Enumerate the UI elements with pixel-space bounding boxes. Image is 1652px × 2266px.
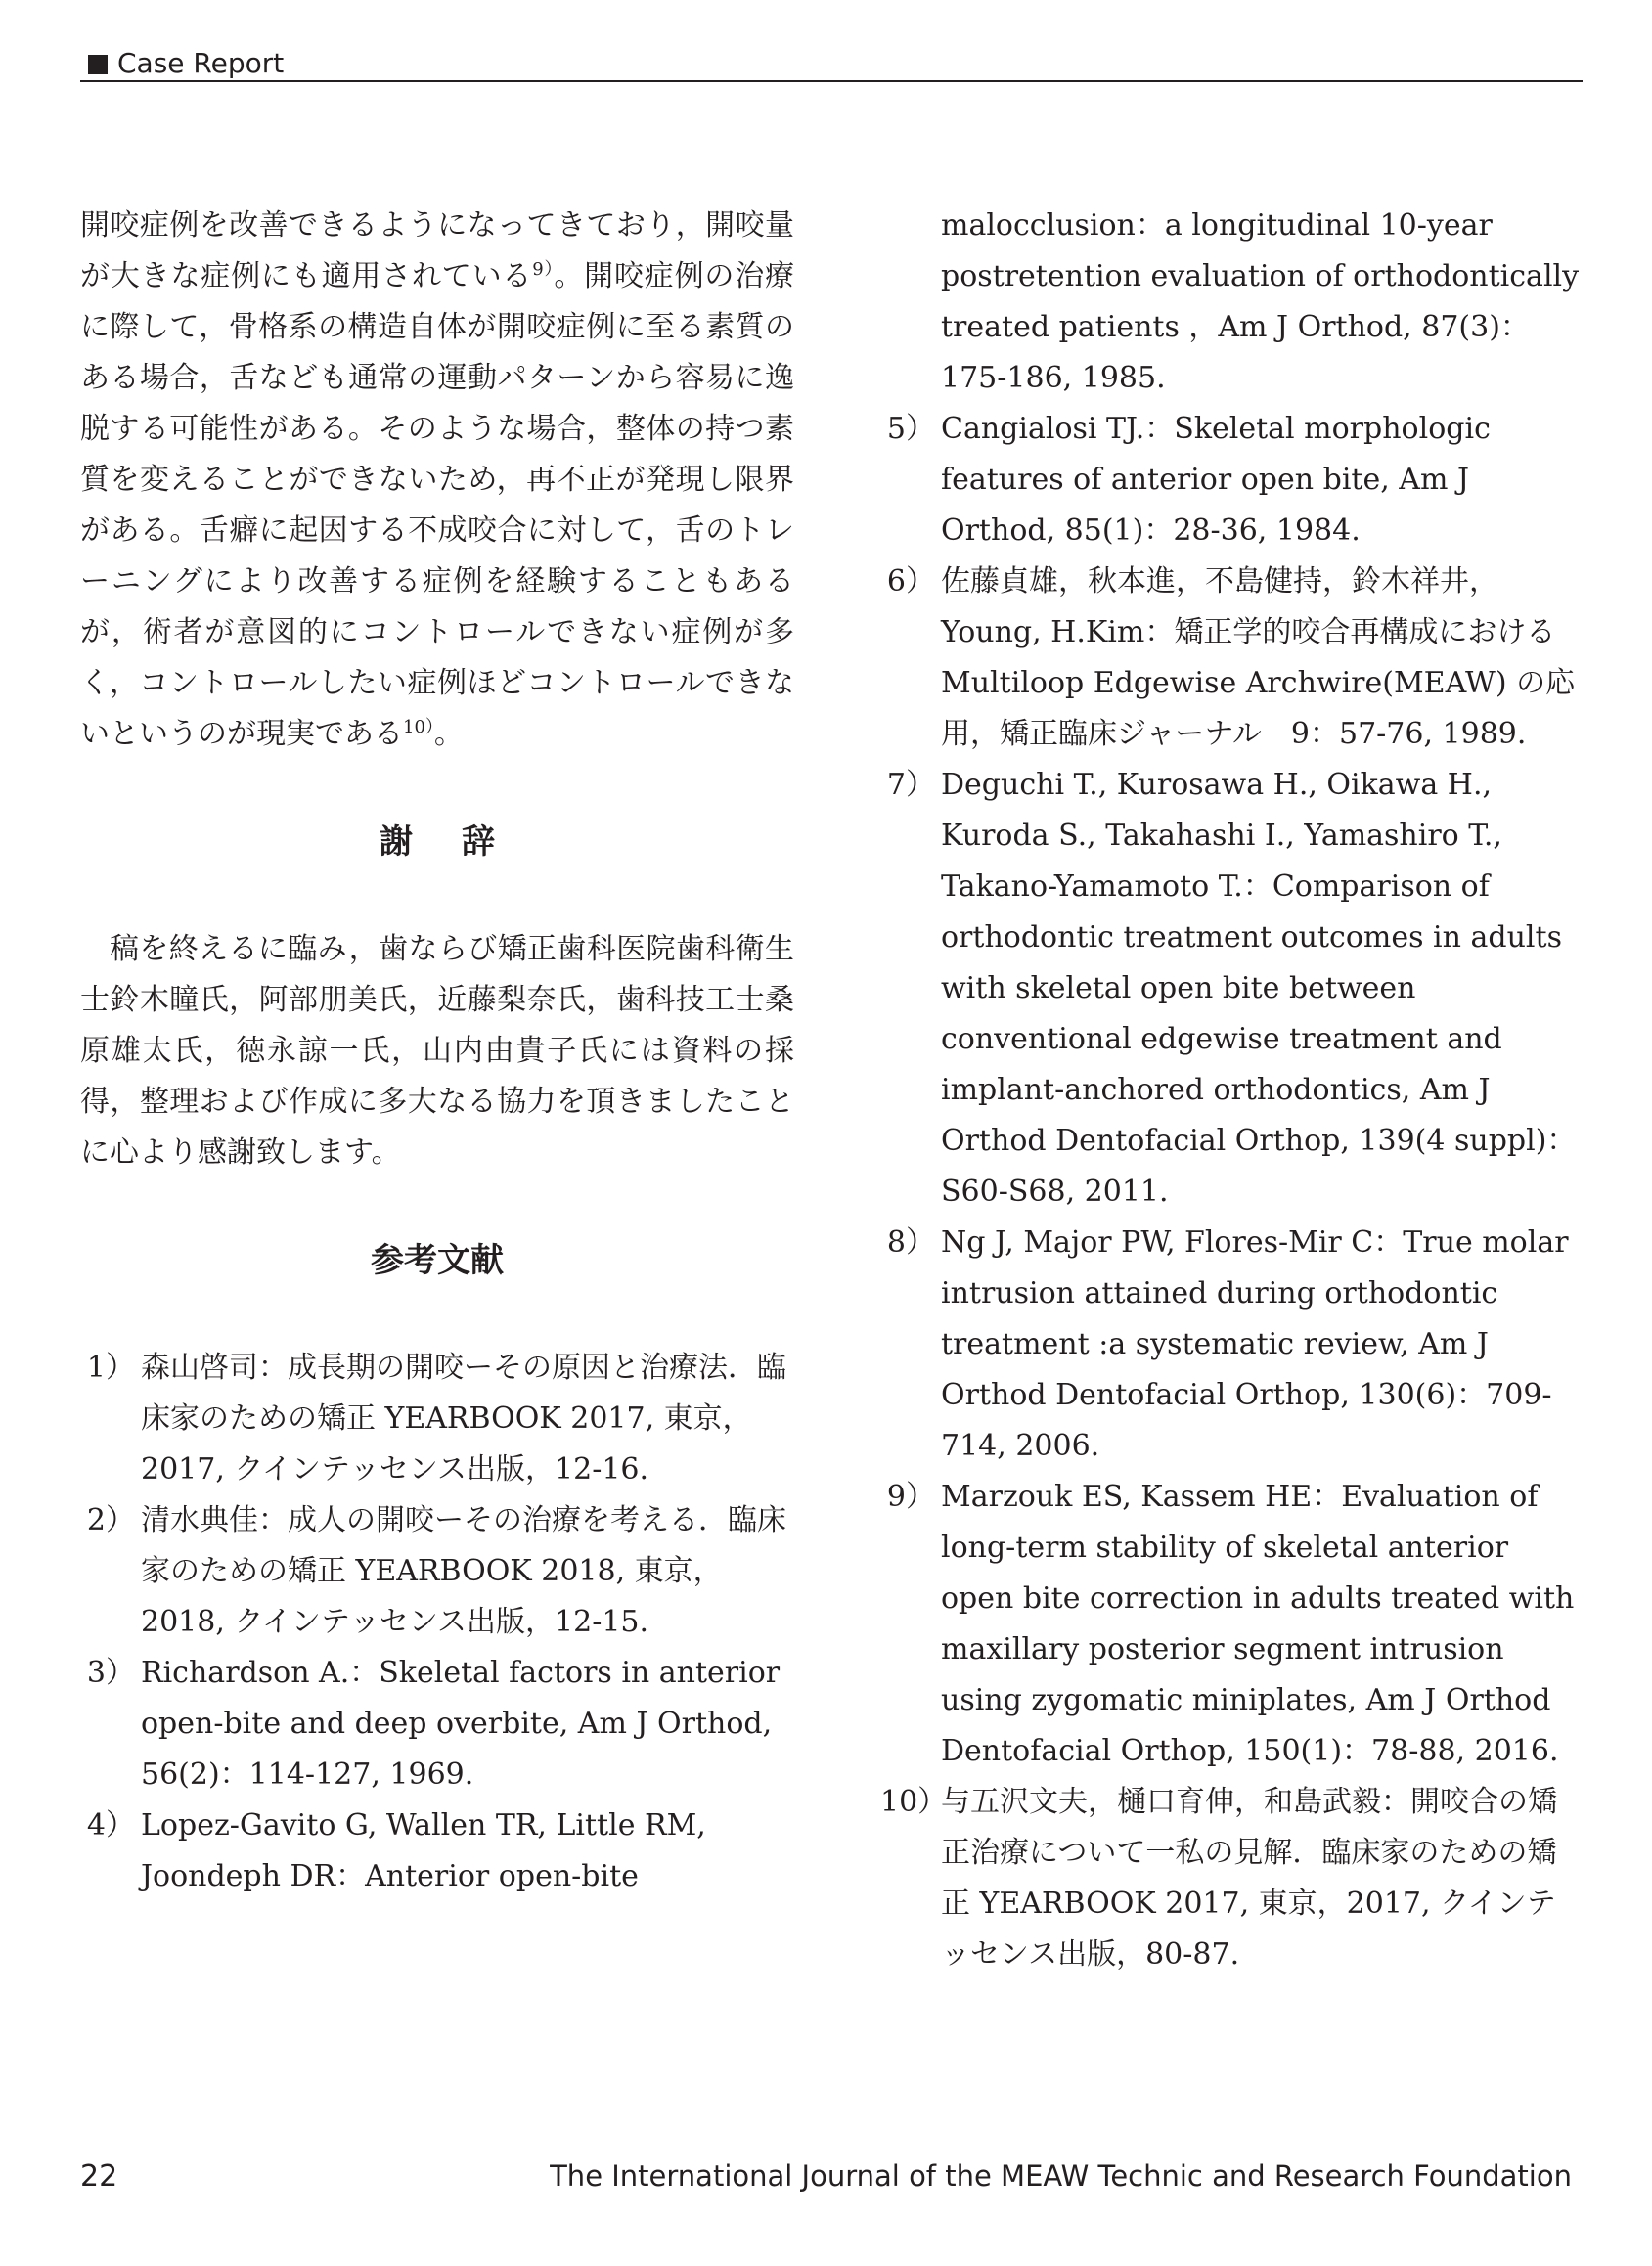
reference-number: 1） xyxy=(86,1351,135,1385)
section-label: Case Report xyxy=(117,47,285,79)
intro-text-end: 。 xyxy=(433,717,464,751)
reference-text: Richardson A.：Skeletal factors in anterior open-bite and deep overbite, Am J Orthod, 56(2)：114-127, 1969. xyxy=(141,1656,781,1792)
reference-text: Ng J, Major PW, Flores-Mir C：True molar intrusion attained during orthodontic treatment :a systematic review, Am J Orthod Dentofacial Orthop, 130(6)：709-714, 2006. xyxy=(941,1225,1569,1463)
reference-number: 9） xyxy=(886,1480,935,1514)
reference-continuation: malocclusion：a longitudinal 10-year postretention evaluation of orthodontically treated patients ，Am J Orthod, 87(3)：175-186, 1985. xyxy=(941,208,1580,395)
reference-text: Lopez-Gavito G, Wallen TR, Little RM, Joondeph DR：Anterior open-bite xyxy=(141,1808,706,1893)
acknowledgment-heading: 謝辞 xyxy=(380,822,544,862)
reference-number: 8） xyxy=(886,1225,935,1260)
reference-number: 6） xyxy=(886,564,935,599)
reference-text: 与五沢文夫，樋口育伸，和島武毅：開咬合の矯正治療について一私の見解．臨床家のための矯正 YEARBOOK 2017, 東京，2017, クインテッセンス出版，80-87. xyxy=(941,1785,1557,1972)
reference-text: 森山啓司：成長期の開咬ーその原因と治療法．臨床家のための矯正 YEARBOOK 2017, 東京，2017, クインテッセンス出版，12-16. xyxy=(141,1351,786,1487)
running-header xyxy=(80,43,1583,82)
reference-text: Deguchi T., Kurosawa H., Oikawa H., Kuroda S., Takahashi I., Yamashiro T., Takano-Yamamoto T.：Comparison of orthodontic treatment outcomes in adults with skeletal open bite between conventional edgewise treatment and implant-anchored orthodontics, Am J Orthod Dentofacial Orthop, 139(4 suppl)：S60-S68, 2011. xyxy=(941,768,1577,1209)
reference-list-left xyxy=(80,1343,794,1902)
reference-item xyxy=(880,1218,1585,1472)
reference-item xyxy=(880,404,1585,556)
reference-number: 5） xyxy=(886,412,935,446)
citation-superscript: 10） xyxy=(403,717,434,737)
intro-paragraph xyxy=(80,200,794,760)
right-column xyxy=(880,200,1585,1980)
reference-number: 2） xyxy=(86,1503,135,1537)
acknowledgment-paragraph: 稿を終えるに臨み，歯ならび矯正歯科医院歯科衛生士鈴木瞳氏，阿部朋美氏，近藤梨奈氏，歯科技工士桑原雄太氏，徳永諒一氏，山内由貴子氏には資料の採得，整理および作成に多大なる協力を頂きましたことに心より感謝致します。 xyxy=(80,932,794,1170)
reference-item xyxy=(80,1800,794,1902)
intro-text-1: 開咬症例を改善できるようになってきており，開咬量が大きな症例にも適用されている xyxy=(80,208,794,293)
reference-text: 清水典佳：成人の開咬ーその治療を考える．臨床家のための矯正 YEARBOOK 2018, 東京，2018, クインテッセンス出版，12-15. xyxy=(141,1503,786,1639)
reference-number: 4） xyxy=(86,1808,135,1843)
page-number: 22 xyxy=(80,2159,118,2194)
reference-text: 佐藤貞雄，秋本進，不島健持，鈴木祥井，Young, H.Kim：矯正学的咬合再構成における Multiloop Edgewise Archwire(MEAW) の応用，矯正臨床ジャーナル 9：57-76, 1989. xyxy=(941,564,1576,751)
citation-superscript: 9） xyxy=(532,259,555,280)
reference-item xyxy=(880,1472,1585,1777)
reference-item xyxy=(80,1648,794,1800)
header-square-icon xyxy=(88,55,108,74)
reference-item xyxy=(880,556,1585,760)
reference-list-right xyxy=(880,200,1585,1980)
reference-number: 3） xyxy=(86,1656,135,1690)
references-heading: 参考文献 xyxy=(371,1241,504,1280)
journal-title: The International Journal of the MEAW Technic and Research Foundation xyxy=(550,2159,1572,2193)
left-column xyxy=(80,200,794,1902)
intro-text-2: 。開咬症例の治療に際して，骨格系の構造自体が開咬症例に至る素質のある場合，舌なども通常の運動パターンから容易に逸脱する可能性がある。そのような場合，整体の持つ素質を変えることができないため，再不正が発現し限界がある。舌癖に起因する不成咬合に対して，舌のトレーニングにより改善する症例を経験することもあるが，術者が意図的にコントロールできない症例が多く，コントロールしたい症例ほどコントロールできないというのが現実である xyxy=(80,259,795,751)
reference-text: Cangialosi TJ.：Skeletal morphologic features of anterior open bite, Am J Orthod, 85(1)：28-36, 1984. xyxy=(941,412,1491,548)
reference-item xyxy=(80,1495,794,1648)
reference-item xyxy=(880,1777,1585,1980)
reference-item xyxy=(880,760,1585,1218)
reference-text: Marzouk ES, Kassem HE：Evaluation of long-term stability of skeletal anterior open bite correction in adults treated with maxillary posterior segment intrusion using zygomatic miniplates, Am J Orthod Dentofacial Orthop, 150(1)：78-88, 2016. xyxy=(941,1480,1575,1768)
reference-item xyxy=(80,1343,794,1495)
reference-number: 7） xyxy=(886,768,935,802)
reference-number: 10） xyxy=(880,1785,948,1819)
